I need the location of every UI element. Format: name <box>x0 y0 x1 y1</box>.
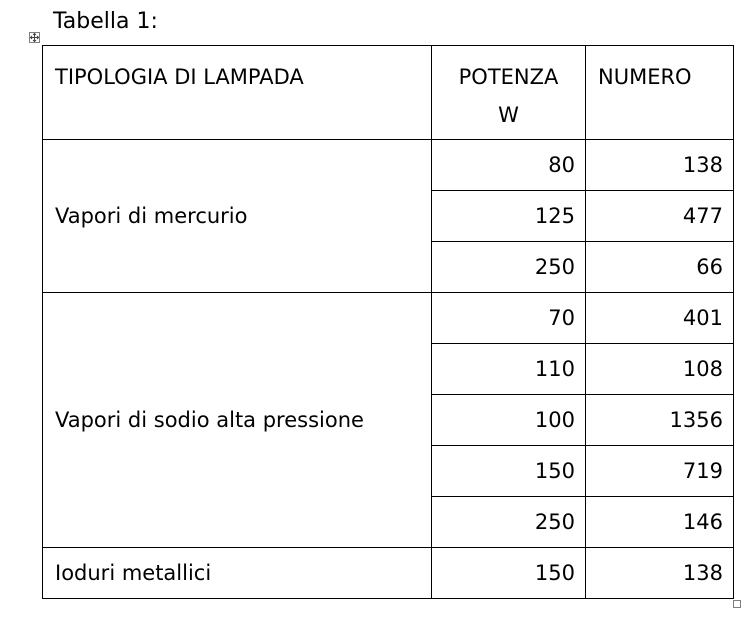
count-cell: 66 <box>586 242 734 293</box>
power-cell: 250 <box>432 497 586 548</box>
table-row <box>43 140 734 191</box>
count-cell: 1356 <box>586 395 734 446</box>
count-cell: 719 <box>586 446 734 497</box>
power-cell: 250 <box>432 242 586 293</box>
four-arrows-icon <box>30 33 39 42</box>
count-cell: 108 <box>586 344 734 395</box>
power-cell: 125 <box>432 191 586 242</box>
header-type: TIPOLOGIA DI LAMPADA <box>43 46 432 140</box>
count-cell: 146 <box>586 497 734 548</box>
type-cell-mercurio: Vapori di mercurio <box>43 140 432 293</box>
table-row <box>43 293 734 344</box>
header-power-unit: W <box>498 103 519 127</box>
power-cell: 150 <box>432 548 586 599</box>
table-caption: Tabella 1: <box>53 9 158 34</box>
table-move-handle-icon[interactable] <box>29 32 40 43</box>
header-power <box>432 46 586 140</box>
power-cell: 100 <box>432 395 586 446</box>
power-cell: 150 <box>432 446 586 497</box>
power-cell: 80 <box>432 140 586 191</box>
lamp-table <box>42 45 734 599</box>
table-row <box>43 548 734 599</box>
header-power-label: POTENZA <box>458 65 559 89</box>
power-cell: 70 <box>432 293 586 344</box>
count-cell: 477 <box>586 191 734 242</box>
power-cell: 110 <box>432 344 586 395</box>
count-cell: 401 <box>586 293 734 344</box>
count-cell: 138 <box>586 140 734 191</box>
type-cell-sodio: Vapori di sodio alta pressione <box>43 293 432 548</box>
table-resize-handle-icon[interactable] <box>733 600 741 608</box>
type-cell-ioduri: Ioduri metallici <box>43 548 432 599</box>
count-cell: 138 <box>586 548 734 599</box>
table-header-row <box>43 46 734 140</box>
header-count: NUMERO <box>586 46 734 140</box>
